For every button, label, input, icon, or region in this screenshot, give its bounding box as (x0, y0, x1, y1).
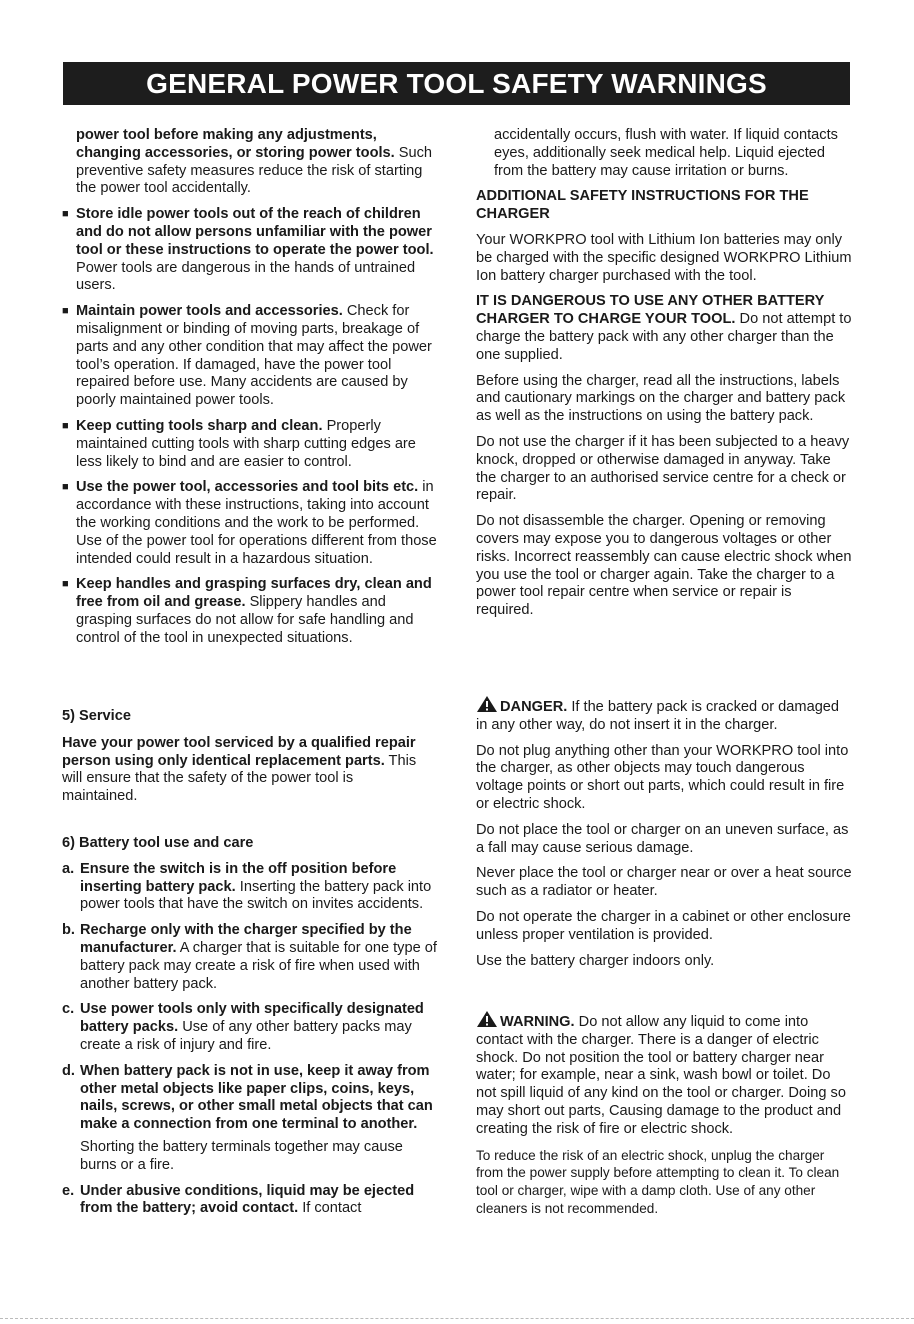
list-item: d. When battery pack is not in use, keep it away from other metal objects like paper clips, coins, keys, nails, screws, or other small metal objects that can make a connection from one terminal to another. Shorting the battery terminals together may cause burns or a fire. (62, 1062, 433, 1173)
square-bullet-icon: ■ (62, 481, 69, 494)
service-heading: 5) Service (62, 708, 131, 724)
page-title: GENERAL POWER TOOL SAFETY WARNINGS (63, 62, 850, 105)
right-intro: accidentally occurs, flush with water. If liquid contacts eyes, additionally seek medical help. Liquid ejected from the battery may cause irritation or burns. (494, 127, 838, 179)
right-column (476, 127, 852, 620)
left-column (62, 127, 442, 648)
square-bullet-icon: ■ (62, 208, 69, 221)
service-section (62, 708, 432, 806)
list-item: e. Under abusive conditions, liquid may be ejected from the battery; avoid contact. If contact (62, 1182, 415, 1217)
list-item: ■ Use the power tool, accessories and tool bits etc. in accordance with these instructions, taking into account the working conditions and the work to be performed. Use of the power tool for operations different from those intended could result in a hazardous situation. (62, 479, 437, 567)
service-paragraph: Have your power tool serviced by a qualified repair person using only identical replacement parts. This will ensure that the safety of the power tool is maintained. (62, 734, 417, 805)
list-item: ■ Store idle power tools out of the reach of children and do not allow persons unfamiliar with the power tool or these instructions to operate the power tool. Power tools are dangerous in the hands of untrained users. (62, 206, 434, 294)
warning-triangle-icon (476, 695, 498, 713)
warning-paragraph: WARNING. Do not allow any liquid to come into contact with the charger. There is a danger of electric shock. Do not position the tool or battery charger near water; for example, near a sink, wash bowl or toilet. Do not spill liquid of any kind on the tool or charger. Doing so may short out parts, Causing damage to the product and creating the risk of fire or electric shock. (476, 1010, 852, 1139)
danger-paragraph: DANGER. If the battery pack is cracked or damaged in any other way, do not insert it in the charger. (476, 695, 852, 735)
charger-paragraph: IT IS DANGEROUS TO USE ANY OTHER BATTERY CHARGER TO CHARGE YOUR TOOL. Do not attempt to charge the battery pack with any other charger than the one supplied. (476, 293, 852, 363)
danger-section (476, 695, 852, 970)
list-item: c. Use power tools only with specifically designated battery packs. Use of any other battery packs may create a risk of injury and fire. (62, 1001, 424, 1053)
charger-paragraph: Before using the charger, read all the instructions, labels and cautionary markings on the charger and battery pack as well as the instructions on using the battery pack. (476, 372, 846, 425)
charger-paragraph: Do not disassemble the charger. Opening or removing covers may expose you to dangerous voltages or other risks. Incorrect reassembly can cause electric shock when you use the tool or charger again. Take the charger to a power tool repair centre when service or repair is required. (476, 513, 852, 619)
charger-paragraph: Do not use the charger if it has been subjected to a heavy knock, dropped or otherwise damaged in anyway. Take the charger to an authorised service centre for a check or repair. (476, 433, 850, 504)
danger-paragraph: Never place the tool or charger near or over a heat source such as a radiator or heater. (476, 865, 852, 900)
warning-triangle-icon (476, 1010, 498, 1028)
danger-paragraph: Do not operate the charger in a cabinet or other enclosure unless proper ventilation is provided. (476, 908, 851, 943)
intro-paragraph (62, 127, 442, 198)
danger-paragraph: Do not plug anything other than your WORKPRO tool into the charger, as other objects may touch dangerous voltage points or short out parts, which could result in fire or electric shock. (476, 742, 849, 812)
page-edge-divider (0, 1318, 914, 1319)
square-bullet-icon: ■ (62, 578, 69, 591)
warning-section (476, 1010, 852, 1218)
warning-paragraph: To reduce the risk of an electric shock, unplug the charger from the power supply before attempting to clean it. To clean tool or charger, wipe with a damp cloth. Use of any other cleaners is not recommended. (476, 1147, 840, 1216)
intro-bold: power tool before making any adjustments, changing accessories, or storing power tools. (76, 127, 395, 161)
list-item: a. Ensure the switch is in the off position before inserting battery pack. Inserting the battery pack into power tools that have the switch on invites accidents. (62, 860, 432, 913)
battery-section (62, 835, 442, 1218)
battery-heading: 6) Battery tool use and care (62, 835, 254, 851)
intro-text: Such preventive safety measures reduce the risk of starting the power tool accidentally. (76, 144, 433, 197)
danger-paragraph: Do not place the tool or charger on an uneven surface, as a fall may cause serious damage. (476, 821, 849, 856)
list-item: ■ Keep cutting tools sharp and clean. Properly maintained cutting tools with sharp cutting edges are less likely to bind and are easier to control. (62, 417, 416, 470)
square-bullet-icon: ■ (62, 305, 69, 318)
square-bullet-icon: ■ (62, 419, 69, 432)
charger-paragraph: Your WORKPRO tool with Lithium Ion batteries may only be charged with the specific designed WORKPRO Lithium Ion battery charger purchased with the tool. (476, 231, 852, 284)
list-item: ■ Keep handles and grasping surfaces dry, clean and free from oil and grease. Slippery handles and grasping surfaces do not allow for safe handling and control of the tool in unexpected situations. (62, 576, 432, 646)
charger-heading: ADDITIONAL SAFETY INSTRUCTIONS FOR THE CHARGER (476, 188, 809, 223)
danger-paragraph: Use the battery charger indoors only. (476, 952, 715, 969)
list-item: ■ Maintain power tools and accessories. Check for misalignment or binding of moving parts, breakage of parts and any other condition that may affect the power tool’s operation. If damaged, have the power tool repaired before use. Many accidents are caused by poorly maintained power tools. (62, 303, 432, 409)
list-item: b. Recharge only with the charger specified by the manufacturer. A charger that is suitable for one type of battery pack may create a risk of fire when used with another battery pack. (62, 922, 437, 992)
